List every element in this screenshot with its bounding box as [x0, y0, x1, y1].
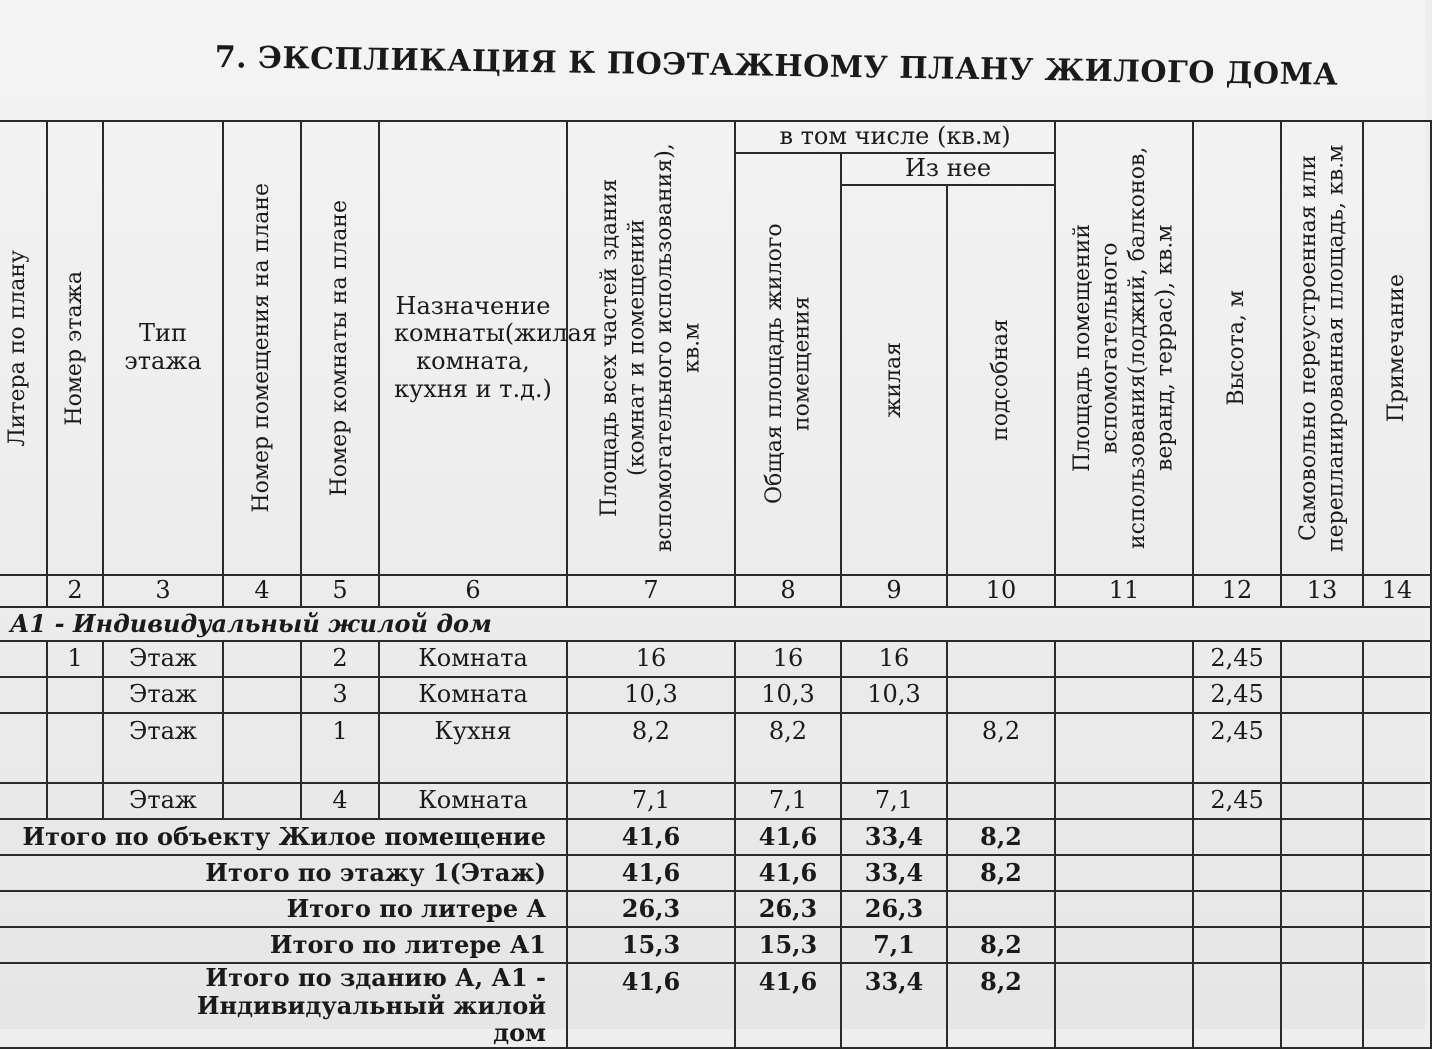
cell-floor-type: Этаж — [103, 677, 223, 713]
total-aux-area — [947, 891, 1055, 927]
header-cell-unauthorized-area: Самовольно переустроенная или перепланированная площадь, кв.м — [1281, 121, 1363, 575]
cell-floor — [47, 783, 103, 819]
header-cell-note: Примечание — [1363, 121, 1431, 575]
cell-floor-type: Этаж — [103, 641, 223, 677]
cell-height: 2,45 — [1193, 677, 1281, 713]
cell-height: 2,45 — [1193, 783, 1281, 819]
column-number: 2 — [47, 575, 103, 607]
total-living-premise-area: 15,3 — [735, 927, 841, 963]
total-row — [0, 891, 1431, 927]
header-cell-aux-premises-area: Площадь помещений вспомогательного использования(лоджий, балконов, веранд, террас), кв.м — [1055, 121, 1193, 575]
total-aux-area: 8,2 — [947, 819, 1055, 855]
cell-living-area: 16 — [841, 641, 947, 677]
total-row — [0, 855, 1431, 891]
total-area: 41,6 — [567, 963, 735, 1048]
header-cell-total-area: Площадь всех частей здания (комнат и помещений вспомогательного использования), кв.м — [567, 121, 735, 575]
cell-living-premise-area: 16 — [735, 641, 841, 677]
column-number: 3 — [103, 575, 223, 607]
total-living-area: 33,4 — [841, 963, 947, 1048]
cell-floor — [47, 713, 103, 783]
cell-room-purpose: Комната — [379, 677, 567, 713]
cell-aux-area — [947, 783, 1055, 819]
cell-total-area: 8,2 — [567, 713, 735, 783]
column-number-row — [0, 575, 1431, 607]
column-number: 7 — [567, 575, 735, 607]
total-aux-area: 8,2 — [947, 927, 1055, 963]
column-number: 9 — [841, 575, 947, 607]
cell-room-purpose: Комната — [379, 641, 567, 677]
table-row — [0, 713, 1431, 783]
total-living-area: 7,1 — [841, 927, 947, 963]
total-aux-area: 8,2 — [947, 855, 1055, 891]
header-cell-premise-number: Номер помещения на плане — [223, 121, 301, 575]
total-living-area: 33,4 — [841, 819, 947, 855]
total-area: 41,6 — [567, 819, 735, 855]
table-row — [0, 641, 1431, 677]
total-aux-area: 8,2 — [947, 963, 1055, 1048]
cell-floor — [47, 677, 103, 713]
total-living-premise-area: 41,6 — [735, 819, 841, 855]
cell-total-area: 16 — [567, 641, 735, 677]
header-cell-of-which: Из нее — [841, 153, 1055, 185]
table-row — [0, 783, 1431, 819]
total-living-premise-area: 41,6 — [735, 963, 841, 1048]
cell-height: 2,45 — [1193, 713, 1281, 783]
header-cell-height: Высота, м — [1193, 121, 1281, 575]
total-row — [0, 963, 1431, 1048]
header-cell-floor-number: Номер этажа — [47, 121, 103, 575]
cell-room-number: 4 — [301, 783, 379, 819]
header-cell-room-purpose: Назначение комнаты(жилая комната, кухня и т.д.) — [379, 121, 567, 575]
column-number: 6 — [379, 575, 567, 607]
total-living-area: 26,3 — [841, 891, 947, 927]
header-cell-including-group: в том числе (кв.м) — [735, 121, 1055, 153]
cell-floor-type: Этаж — [103, 713, 223, 783]
cell-height: 2,45 — [1193, 641, 1281, 677]
total-label: Итого по литере А1 — [0, 927, 567, 963]
cell-total-area: 10,3 — [567, 677, 735, 713]
total-living-premise-area: 26,3 — [735, 891, 841, 927]
cell-room-number: 3 — [301, 677, 379, 713]
cell-living-area: 7,1 — [841, 783, 947, 819]
total-label: Итого по этажу 1(Этаж) — [0, 855, 567, 891]
cell-aux-area: 8,2 — [947, 713, 1055, 783]
header-cell-room-number: Номер комнаты на плане — [301, 121, 379, 575]
total-label: Итого по объекту Жилое помещение — [0, 819, 567, 855]
total-area: 15,3 — [567, 927, 735, 963]
cell-total-area: 7,1 — [567, 783, 735, 819]
total-row — [0, 819, 1431, 855]
document-title: 7. ЭКСПЛИКАЦИЯ К ПОЭТАЖНОМУ ПЛАНУ ЖИЛОГО ДОМА — [214, 40, 1339, 93]
column-number: 14 — [1363, 575, 1431, 607]
cell-room-number: 2 — [301, 641, 379, 677]
total-living-area: 33,4 — [841, 855, 947, 891]
header-cell-litera: Литера по плану — [0, 121, 47, 575]
header-cell-living-premise-area: Общая площадь жилого помещения — [735, 153, 841, 575]
cell-aux-area — [947, 677, 1055, 713]
column-number — [0, 575, 47, 607]
total-label: Итого по литере А — [0, 891, 567, 927]
total-area: 41,6 — [567, 855, 735, 891]
cell-room-number: 1 — [301, 713, 379, 783]
section-title: А1 - Индивидуальный жилой дом — [0, 607, 1431, 641]
total-living-premise-area: 41,6 — [735, 855, 841, 891]
table-row — [0, 677, 1431, 713]
cell-living-premise-area: 8,2 — [735, 713, 841, 783]
column-number: 12 — [1193, 575, 1281, 607]
cell-living-area — [841, 713, 947, 783]
cell-living-premise-area: 10,3 — [735, 677, 841, 713]
cell-living-premise-area: 7,1 — [735, 783, 841, 819]
header-cell-living: жилая — [841, 185, 947, 575]
cell-floor: 1 — [47, 641, 103, 677]
total-row — [0, 927, 1431, 963]
column-number: 11 — [1055, 575, 1193, 607]
cell-aux-area — [947, 641, 1055, 677]
explication-table — [0, 120, 1432, 1049]
column-number: 4 — [223, 575, 301, 607]
total-label: Итого по зданию А, А1 - Индивидуальный жилой дом — [0, 963, 567, 1048]
cell-living-area: 10,3 — [841, 677, 947, 713]
column-number: 5 — [301, 575, 379, 607]
column-number: 8 — [735, 575, 841, 607]
cell-room-purpose: Комната — [379, 783, 567, 819]
header-cell-floor-type: Тип этажа — [103, 121, 223, 575]
column-number: 13 — [1281, 575, 1363, 607]
cell-floor-type: Этаж — [103, 783, 223, 819]
cell-room-purpose: Кухня — [379, 713, 567, 783]
total-area: 26,3 — [567, 891, 735, 927]
column-number: 10 — [947, 575, 1055, 607]
header-cell-auxiliary: подсобная — [947, 185, 1055, 575]
